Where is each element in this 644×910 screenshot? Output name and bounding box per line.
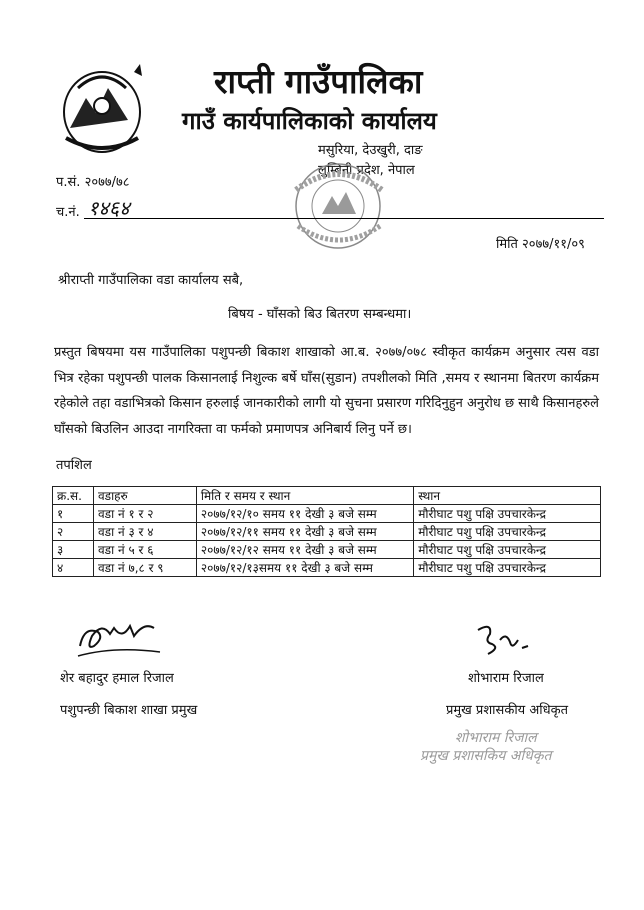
address-line-2: लुम्बिनी प्रदेश, नेपाल: [318, 163, 415, 178]
table-cell: २०७७/१२/१० समय ११ देखी ३ बजे सम्म: [196, 505, 413, 523]
table-cell: मौरीघाट पशु पक्षि उपचारकेन्द्र: [414, 541, 601, 559]
chalani-number-handwritten: १४६४: [88, 196, 130, 220]
left-signatory-role: पशुपन्छी बिकाश शाखा प्रमुख: [60, 703, 198, 718]
table-cell: २०७७/१२/१३समय ११ देखी ३ बजे सम्म: [196, 559, 413, 577]
table-row: [53, 559, 601, 577]
table-row: [53, 505, 601, 523]
office-title: राप्ती गाउँपालिका: [214, 62, 423, 101]
table-cell: २०७७/१२/११ समय ११ देखी ३ बजे सम्म: [196, 523, 413, 541]
office-subtitle: गाउँ कार्यपालिकाको कार्यालय: [182, 107, 437, 135]
table-header-row: [53, 487, 601, 505]
subject-line: बिषय - घाँसको बिउ बितरण सम्बन्धमा।: [228, 307, 412, 322]
column-header: स्थान: [414, 487, 601, 505]
column-header: मिति र समय र स्थान: [196, 487, 413, 505]
table-row: [53, 523, 601, 541]
table-row: [53, 541, 601, 559]
role-stamp: प्रमुख प्रशासकिय अधिकृत: [420, 748, 552, 764]
letter-body: प्रस्तुत बिषयमा यस गाउँपालिका पशुपन्छी बिकाश शाखाको आ.ब. २०७७/०७८ स्वीकृत कार्यक्रम अनुसार त्यस वडा भित्र रहेका पशुपन्छी पालक किसानलाई निशुल्क बर्षे घाँस(सुडान) तपशीलको मिति ,समय र स्थानमा बितरण कार्यक्रम रहेकोले तहा वडाभित्रको किसान हरुलाई जानकारीको लागी यो सुचना प्रसारण गरिदिनुहुन अनुरोध छ साथै किसानहरुले घाँसको बिउलिन आउदा नागरिक्ता वा फर्मको प्रमाणपत्र अनिबार्य लिनु पर्ने छ।: [54, 345, 599, 437]
right-signatory-name: शोभाराम रिजाल: [468, 671, 544, 686]
table-cell: मौरीघाट पशु पक्षि उपचारकेन्द्र: [414, 559, 601, 577]
chalani-label: च.नं.: [56, 205, 80, 220]
column-header: वडाहरु: [93, 487, 196, 505]
table-cell: वडा नं ५ र ६: [93, 541, 196, 559]
address-line-1: मसुरिया, देउखुरी, दाङ: [318, 143, 423, 158]
table-cell: ४: [53, 559, 94, 577]
patra-sankhya: प.सं. २०७७/७८: [56, 175, 130, 190]
right-signatory-role: प्रमुख प्रशासकीय अधिकृत: [446, 703, 569, 718]
office-seal-stamp: [278, 160, 408, 252]
nepal-emblem-icon: [56, 58, 148, 158]
header-divider-line: [84, 218, 604, 219]
table-cell: १: [53, 505, 94, 523]
table-cell: मौरीघाट पशु पक्षि उपचारकेन्द्र: [414, 505, 601, 523]
table-cell: २०७७/१२/१२ समय ११ देखी ३ बजे सम्म: [196, 541, 413, 559]
table-cell: वडा नं ३ र ४: [93, 523, 196, 541]
tapasil-label: तपशिल: [56, 458, 92, 473]
table-cell: वडा नं ७,८ र ९: [93, 559, 196, 577]
left-signatory-name: शेर बहादुर हमाल रिजाल: [60, 671, 174, 686]
left-signature: [74, 616, 164, 668]
distribution-schedule-table: [52, 486, 601, 577]
addressee: श्रीराप्ती गाउँपालिका वडा कार्यालय सबै,: [58, 273, 244, 288]
letter-date: मिति २०७७/११/०९: [496, 237, 585, 252]
table-cell: २: [53, 523, 94, 541]
right-signature: [470, 618, 540, 664]
name-stamp: शोभाराम रिजाल: [455, 730, 537, 746]
table-cell: ३: [53, 541, 94, 559]
table-cell: वडा नं १ र २: [93, 505, 196, 523]
table-cell: मौरीघाट पशु पक्षि उपचारकेन्द्र: [414, 523, 601, 541]
column-header: क्र.स.: [53, 487, 94, 505]
